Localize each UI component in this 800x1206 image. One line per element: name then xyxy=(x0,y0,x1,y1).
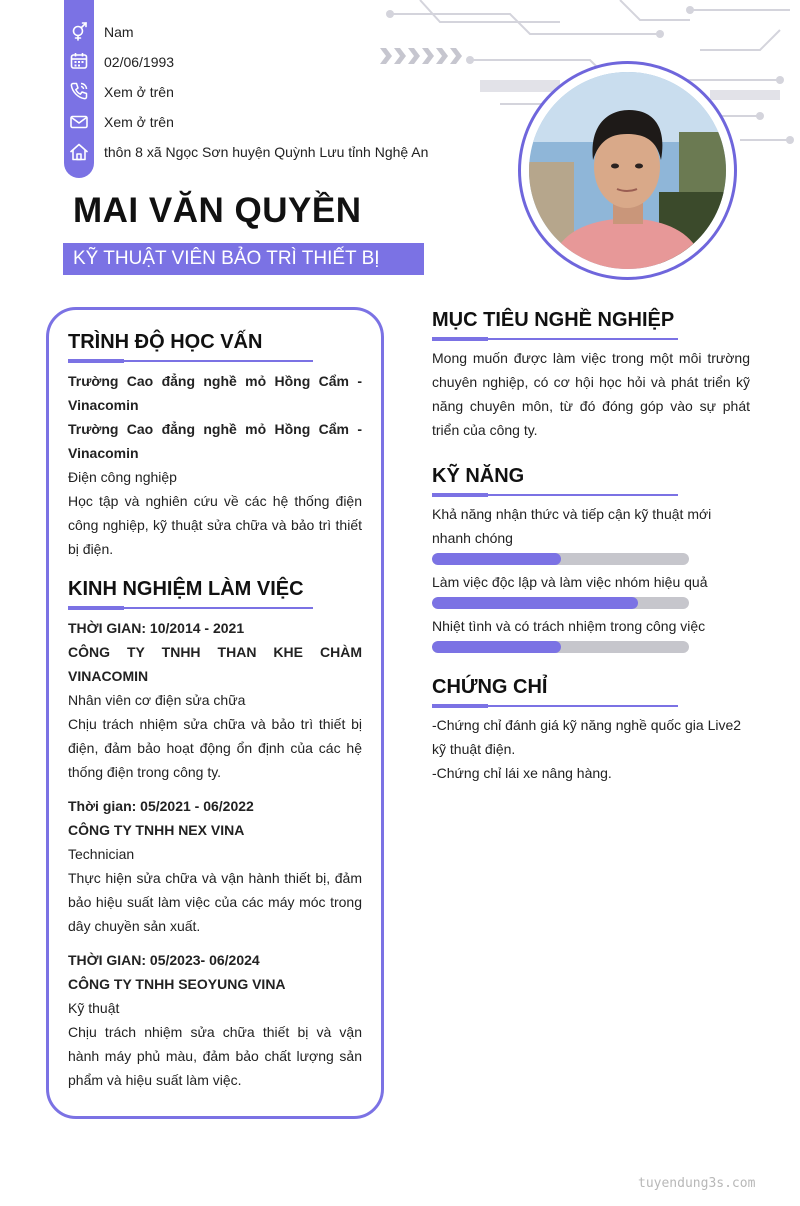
experience-job-3 xyxy=(68,948,362,1092)
skills-title: KỸ NĂNG xyxy=(432,465,525,487)
education-description: Học tập và nghiên cứu về các hệ thống điện công nghiệp, kỹ thuật sửa chữa và bảo trì thiết bị điện. xyxy=(68,493,362,557)
phone-icon xyxy=(68,80,90,102)
experience-divider xyxy=(68,607,313,609)
watermark: tuyendung3s.com xyxy=(638,1176,756,1191)
education-section xyxy=(68,369,362,561)
skill-name: Khả năng nhận thức và tiếp cận kỹ thuật mới nhanh chóng xyxy=(432,506,712,546)
skill-name: Nhiệt tình và có trách nhiệm trong công việc xyxy=(432,618,706,634)
job-description: Chịu trách nhiệm sửa chữa thiết bị và vận hành máy phủ màu, đảm bảo chất lượng sản phẩm và hiệu suất làm việc. xyxy=(68,1024,362,1088)
skill-bar-fill xyxy=(432,597,638,609)
certificates-title: CHỨNG CHỈ xyxy=(432,676,548,698)
job-description: Thực hiện sửa chữa và vận hành thiết bị, đảm bảo hiệu suất làm việc của các máy móc trong dây chuyền sản xuất. xyxy=(68,870,362,934)
candidate-name: MAI VĂN QUYỀN xyxy=(73,191,362,230)
job-company: CÔNG TY TNHH SEOYUNG VINA xyxy=(68,976,286,992)
experience-title: KINH NGHIỆM LÀM VIỆC xyxy=(68,578,304,600)
job-company: CÔNG TY TNHH THAN KHE CHÀM VINACOMIN xyxy=(68,644,362,684)
avatar xyxy=(529,72,726,269)
skill-name: Làm việc độc lập và làm việc nhóm hiệu quả xyxy=(432,574,708,590)
objective-divider xyxy=(432,338,678,340)
skills-divider xyxy=(432,494,678,496)
calendar-icon xyxy=(68,50,90,72)
skill-bar-fill xyxy=(432,553,561,565)
job-description: Chịu trách nhiệm sửa chữa và bảo trì thiết bị điện, đảm bảo hoạt động ổn định của các hệ thống điện trong công ty. xyxy=(68,716,362,780)
certificate-item: -Chứng chỉ lái xe nâng hàng. xyxy=(432,765,612,781)
gender-icon xyxy=(68,20,90,42)
email-icon xyxy=(68,111,90,133)
gender-text: Nam xyxy=(104,24,134,40)
avatar-frame xyxy=(518,61,737,280)
certificates-divider xyxy=(432,705,678,707)
address-text: thôn 8 xã Ngọc Sơn huyện Quỳnh Lưu tỉnh Nghệ An xyxy=(104,144,429,160)
skill-bar xyxy=(432,641,689,653)
home-icon xyxy=(68,141,90,163)
phone-text: Xem ở trên xyxy=(104,84,174,100)
certificate-item: -Chứng chỉ đánh giá kỹ năng nghề quốc gia Live2 kỹ thuật điện. xyxy=(432,717,742,757)
education-major: Điện công nghiệp xyxy=(68,469,177,485)
education-title: TRÌNH ĐỘ HỌC VẤN xyxy=(68,331,263,353)
job-period: THỜI GIAN: 05/2023- 06/2024 xyxy=(68,952,260,968)
job-title-banner: KỸ THUẬT VIÊN BẢO TRÌ THIẾT BỊ xyxy=(63,243,424,275)
education-divider xyxy=(68,360,313,362)
email-text: Xem ở trên xyxy=(104,114,174,130)
skill-bar xyxy=(432,553,689,565)
job-period: Thời gian: 05/2021 - 06/2022 xyxy=(68,798,254,814)
job-position: Nhân viên cơ điện sửa chữa xyxy=(68,692,246,708)
skill-bar-fill xyxy=(432,641,561,653)
education-school: Trường Cao đẳng nghề mỏ Hồng Cẩm - Vinacomin xyxy=(68,421,362,461)
objective-text: Mong muốn được làm việc trong một môi trường chuyên nghiệp, có cơ hội học hỏi và phát triển kỹ năng chuyên môn, từ đó đóng góp vào sự phát triển của công ty. xyxy=(432,350,750,438)
objective-title: MỤC TIÊU NGHỀ NGHIỆP xyxy=(432,309,675,331)
job-position: Technician xyxy=(68,846,135,862)
job-position: Kỹ thuật xyxy=(68,1000,120,1016)
skill-bar xyxy=(432,597,689,609)
certificates-list xyxy=(432,713,750,785)
experience-job-2 xyxy=(68,794,362,938)
avatar-illustration xyxy=(529,72,726,269)
job-period: THỜI GIAN: 10/2014 - 2021 xyxy=(68,620,245,636)
birthday-text: 02/06/1993 xyxy=(104,54,175,70)
education-school: Trường Cao đẳng nghề mỏ Hồng Cẩm - Vinacomin xyxy=(68,373,362,413)
experience-job-1 xyxy=(68,616,362,784)
job-company: CÔNG TY TNHH NEX VINA xyxy=(68,822,245,838)
